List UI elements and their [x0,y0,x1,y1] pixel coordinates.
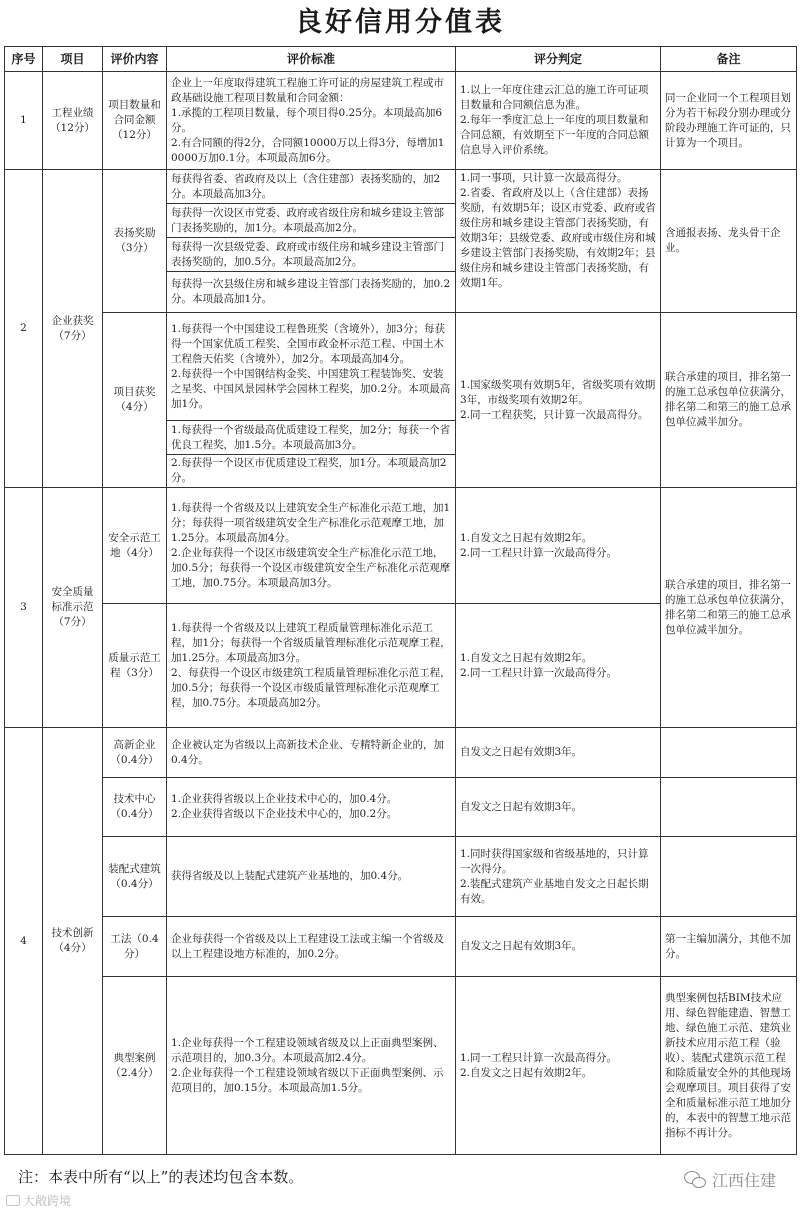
row-standard: 每获得一次县级住房和城乡建设主管部门表扬奖励的，加0.2分。本项最高加1分。 [167,272,456,313]
row-remark: 典型案例包括BIM技术应用、绿色智能建造、智慧工地、绿色施工示范、建筑业新技术应用示范工程（验收）、装配式建筑示范工程和除质量安全外的其他现场会观摩项目。项目获得了安全和质量标准示范工地加分的，本表中的智慧工地示范指标不再计分。 [661,977,797,1155]
row-project: 安全质量标准示范（7分） [43,488,103,728]
row-project: 技术创新（4分） [43,728,103,1155]
standard-line: 1.承揽的工程项目数量，每个项目得0.25分。本项最高加6分。 [171,106,443,134]
watermark-left-text: 大敞跨境 [23,1194,72,1208]
watermark-left [6,1192,71,1209]
row-content: 项目数量和合同金额（12分） [103,72,167,170]
header-standard: 评价标准 [167,47,456,72]
row-content: 技术中心（0.4分） [103,778,167,837]
camera-icon [6,1195,20,1206]
row-judge: 1.同时获得国家级和省级基地的，只计算一次得分。 2.装配式建筑产业基地自发文之日起长期有效。 [456,837,661,917]
standard-line: 1.企业获得省级以上企业技术中心的，加0.4分。 [171,793,398,805]
table-row [5,977,797,1155]
row-no: 3 [5,488,43,728]
row-standard: 每获得一次县级党委、政府或市级住房和城乡建设主管部门表扬奖励的，加0.5分。本项最高加2分。 [167,238,456,272]
row-judge: 1.自发文之日起有效期2年。 2.同一工程只计算一次最高得分。 [456,488,661,604]
row-remark: 联合承建的项目，排名第一的施工总承包单位获满分，排名第二和第三的施工总承包单位减半加分。 [661,488,797,728]
row-standard: 企业每获得一个省级及以上工程建设工法或主编一个省级及以上工程建设地方标准的，加0.2分。 [167,917,456,977]
row-judge: 自发文之日起有效期3年。 [456,728,661,778]
header-judge: 评分判定 [456,47,661,72]
table-row [5,917,797,977]
standard-line: 2.企业每获得一个工程建设领域省级以下正面典型案例、示范项目的，加0.15分。本项最高加1.5分。 [171,1066,444,1094]
row-content: 项目获奖（4分） [103,313,167,488]
row-judge: 1.自发文之日起有效期2年。 2.同一工程只计算一次最高得分。 [456,604,661,728]
row-standard: 企业被认定为省级以上高新技术企业、专精特新企业的，加0.4分。 [167,728,456,778]
header-project: 项目 [43,47,103,72]
row-judge: 自发文之日起有效期3年。 [456,917,661,977]
standard-line: 1.企业每获得一个工程建设领域省级及以上正面典型案例、示范项目的，加0.3分。本项最高加2.4分。 [171,1036,444,1064]
header-remark: 备注 [661,47,797,72]
row-standard [167,977,456,1155]
row-remark: 第一主编加满分，其他不加分。 [661,917,797,977]
row-content: 质量示范工程（3分） [103,604,167,728]
footnote: 注：本表中所有“以上”的表述均包含本数。 [18,1168,304,1186]
header-no: 序号 [5,47,43,72]
standard-line: 1.每获得一个省级及以上建筑安全生产标准化示范工地，加1分；每获得一项省级建筑安全生产标准化示范观摩工地，加1.25分。本项最高加4分。 [171,501,451,544]
row-standard [167,604,456,728]
row-judge: 1.以上一年度住建云汇总的施工许可证项目数量和合同额信息为准。 2.每年一季度汇总上一年度的项目数量和合同总额，有效期至下一年度的合同总额信息导入评价系统。 [456,72,661,170]
row-content: 表扬奖励（3分） [103,170,167,313]
standard-line: 2.有合同额的得2分，合同额10000万以上得3分，每增加10000万加0.1分。本项最高加6分。 [171,136,445,164]
watermark-right-text: 江西住建 [711,1171,776,1190]
row-content: 安全示范工地（4分） [103,488,167,604]
row-remark: 同一企业同一个工程项目划分为若干标段分别办理或分阶段办理施工许可证的，只计算为一个项目。 [661,72,797,170]
table-row [5,837,797,917]
row-standard: 每获得一次设区市党委、政府或省级住房和城乡建设主管部门表扬奖励的，加1分。本项最高加2分。 [167,204,456,238]
row-remark [661,778,797,837]
standard-line: 企业上一年度取得建筑工程施工许可证的房屋建筑工程或市政基础设施工程项目数量和合同金额： [171,76,444,104]
row-no: 4 [5,728,43,1155]
standard-line: 1.每获得一个中国建设工程鲁班奖（含境外），加3分；每获得一个国家优质工程奖、全国市政金杯示范工程、中国土木工程詹天佑奖（含境外），加2分。本项最高加4分。 [171,322,445,365]
row-standard: 每获得省委、省政府及以上（含住建部）表扬奖励的，加2分。本项最高加3分。 [167,170,456,204]
table-row [5,72,797,170]
row-content: 典型案例（2.4分） [103,977,167,1155]
standard-line: 2.企业获得省级以下企业技术中心的，加0.2分。 [171,808,398,820]
table-row [5,313,797,421]
row-content: 高新企业（0.4分） [103,728,167,778]
table-row [5,728,797,778]
row-standard [167,313,456,421]
row-remark: 含通报表扬、龙头骨干企业。 [661,170,797,313]
row-remark: 联合承建的项目，排名第一的施工总承包单位获满分，排名第二和第三的施工总承包单位减半加分。 [661,313,797,488]
row-standard [167,488,456,604]
row-project: 工程业绩（12分） [43,72,103,170]
standard-line: 2、每获得一个设区市级建筑工程质量管理标准化示范工程，加0.5分；每获得一个设区市级质量管理标准化示范观摩工程，加0.75分。本项最高加2分。 [171,666,451,709]
table-row [5,778,797,837]
row-judge: 1.国家级奖项有效期5年，省级奖项有效期3年，市级奖项有效期2年。 2.同一工程获奖，只计算一次最高得分。 [456,313,661,488]
row-standard: 获得省级及以上装配式建筑产业基地的，加0.4分。 [167,837,456,917]
table-row [5,170,797,204]
row-judge: 1.同一事项，只计算一次最高得分。 2.省委、省政府及以上（含住建部）表扬奖励，有效期5年；设区市党委、政府或省级住房和城乡建设主管部门表扬奖励，有效期3年；县级党委、政府或市级住房和城乡建设主管部门表扬奖励，有效期2年；县级住房和城乡建设主管部门表扬奖励，有效期1年。 [456,170,661,313]
table-row [5,488,797,604]
row-content: 装配式建筑（0.4分） [103,837,167,917]
row-standard [167,778,456,837]
row-remark [661,728,797,778]
table-header-row [5,47,797,72]
row-content: 工法（0.4分） [103,917,167,977]
row-remark [661,837,797,917]
row-standard [167,72,456,170]
credit-score-table [4,46,797,1155]
watermark-right [684,1168,776,1191]
header-content: 评价内容 [103,47,167,72]
row-standard: 1.每获得一个省级最高优质建设工程奖，加2分；每获一个省优良工程奖，加1.5分。本项最高加3分。 [167,421,456,455]
row-standard: 2.每获得一个设区市优质建设工程奖，加1分。本项最高加2分。 [167,455,456,488]
page-title: 良好信用分值表 [295,7,505,38]
row-judge: 自发文之日起有效期3年。 [456,778,661,837]
standard-line: 1.每获得一个省级及以上建筑工程质量管理标准化示范工程，加1分；每获得一个省级质量管理标准化示范观摩工程，加1.25分。本项最高加3分。 [171,621,451,664]
row-no: 1 [5,72,43,170]
row-project: 企业获奖（7分） [43,170,103,488]
standard-line: 2.每获得一个中国钢结构金奖、中国建筑工程装饰奖、安装之星奖、中国风景园林学会园林工程奖，加0.2分。本项最高加1分。 [171,367,451,410]
wechat-icon [684,1171,706,1189]
standard-line: 2.企业每获得一个设区市级建筑安全生产标准化示范工地，加0.5分；每获得一个设区市级建筑安全生产标准化示范观摩工地，加0.75分。本项最高加3分。 [171,546,451,589]
row-no: 2 [5,170,43,488]
row-judge: 1.同一工程只计算一次最高得分。 2.自发文之日起有效期2年。 [456,977,661,1155]
